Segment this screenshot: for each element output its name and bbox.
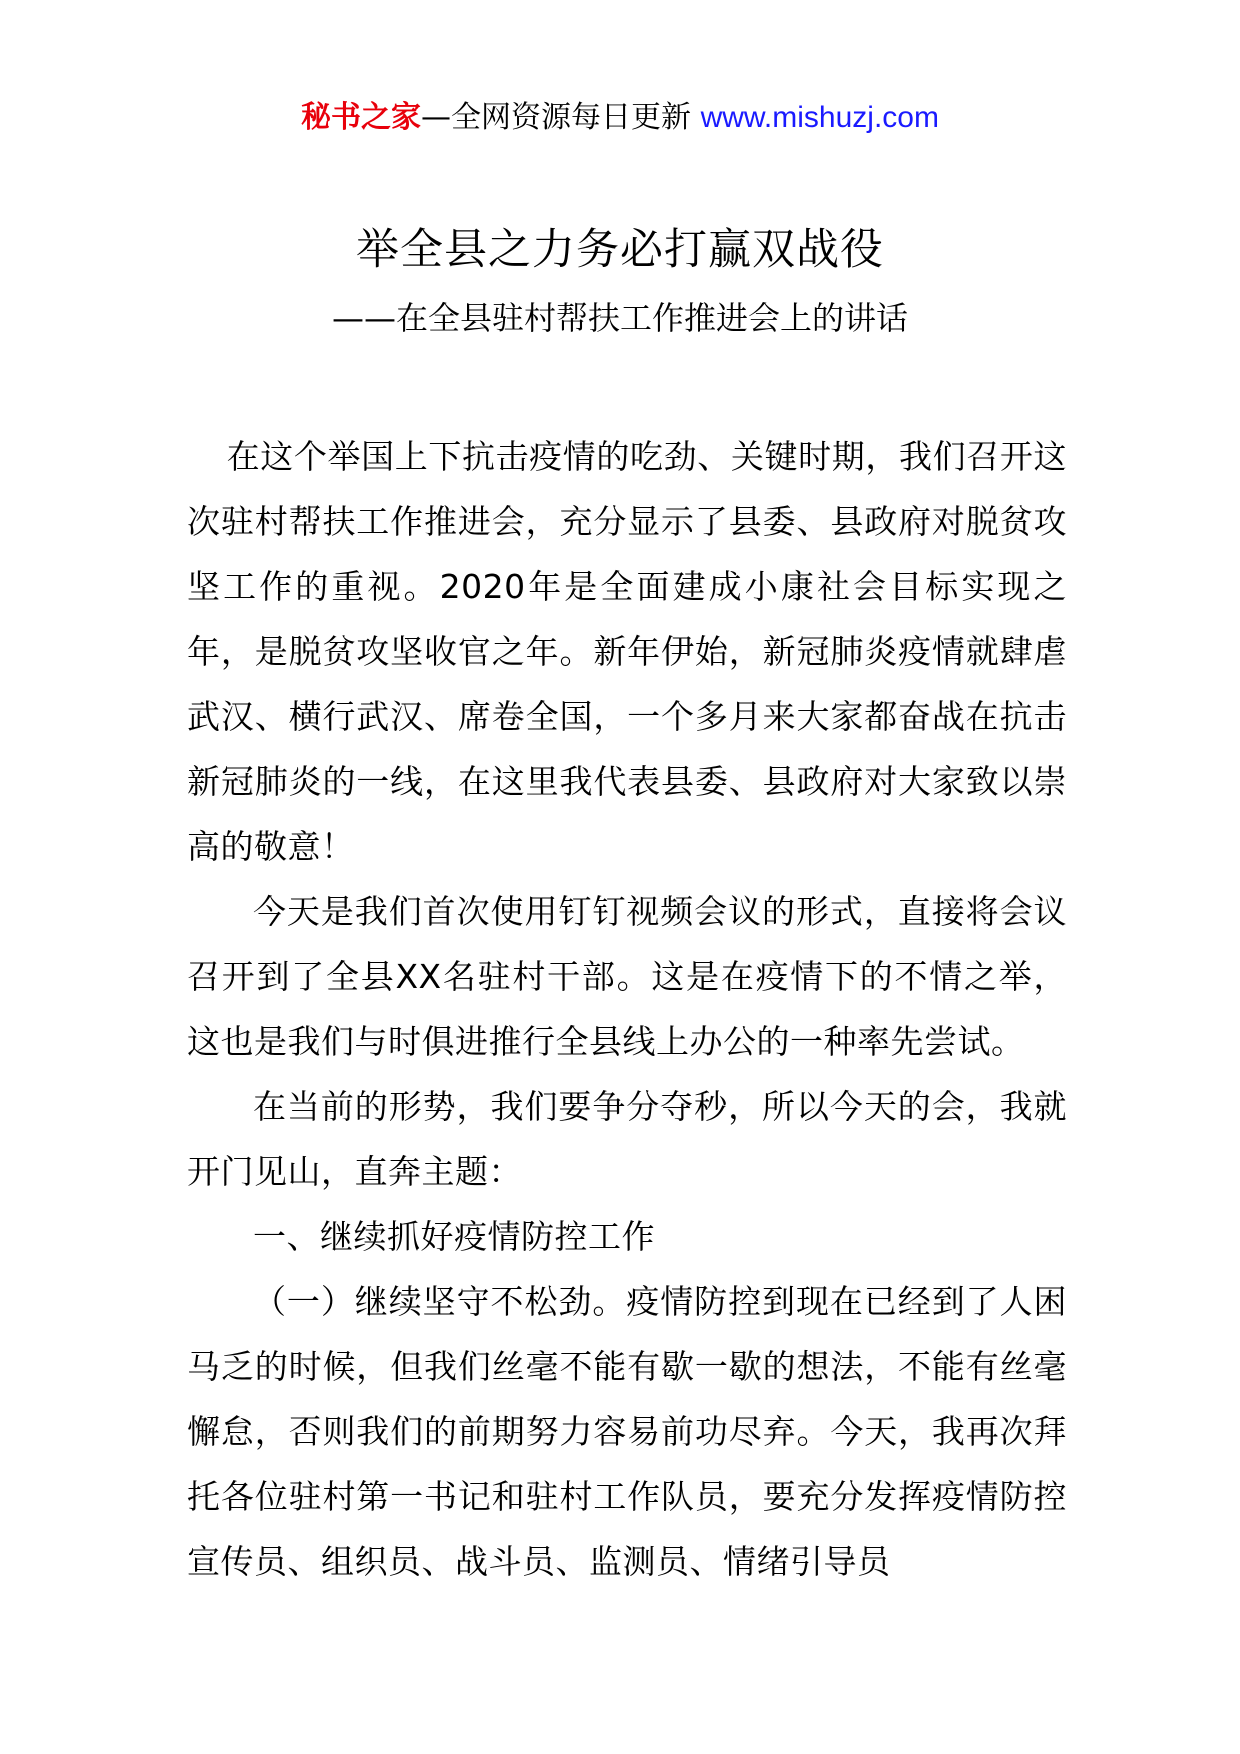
site-slogan: —全网资源每日更新 (421, 100, 701, 135)
document-body (187, 424, 1067, 1594)
paragraph: 在这个举国上下抗击疫情的吃劲、关键时期，我们召开这次驻村帮扶工作推进会，充分显示了县委、县政府对脱贫攻坚工作的重视。2020年是全面建成小康社会目标实现之年，是脱贫攻坚收官之年。新年伊始，新冠肺炎疫情就肆虐武汉、横行武汉、席卷全国，一个多月来大家都奋战在抗击新冠肺炎的一线，在这里我代表县委、县政府对大家致以崇高的敬意！ (187, 437, 1067, 866)
paragraph: 在当前的形势，我们要争分夺秒，所以今天的会，我就开门见山，直奔主题： (187, 1087, 1067, 1191)
site-url-link[interactable]: www.mishuzj.com (700, 101, 939, 134)
paragraph: （一）继续坚守不松劲。疫情防控到现在已经到了人困马乏的时候，但我们丝毫不能有歇一歇的想法，不能有丝毫懈怠，否则我们的前期努力容易前功尽弃。今天，我再次拜托各位驻村第一书记和驻村工作队员，要充分发挥疫情防控宣传员、组织员、战斗员、监测员、情绪引导员 (187, 1282, 1067, 1581)
brand-name: 秘书之家 (301, 100, 422, 135)
document-subtitle: ——在全县驻村帮扶工作推进会上的讲话 (331, 299, 908, 337)
section-heading: 一、继续抓好疫情防控工作 (253, 1217, 655, 1256)
site-header (0, 98, 1240, 138)
document-title: 举全县之力务必打赢双战役 (356, 225, 884, 275)
paragraph: 今天是我们首次使用钉钉视频会议的形式，直接将会议召开到了全县XX名驻村干部。这是在疫情下的不情之举，这也是我们与时俱进推行全县线上办公的一种率先尝试。 (187, 892, 1067, 1061)
